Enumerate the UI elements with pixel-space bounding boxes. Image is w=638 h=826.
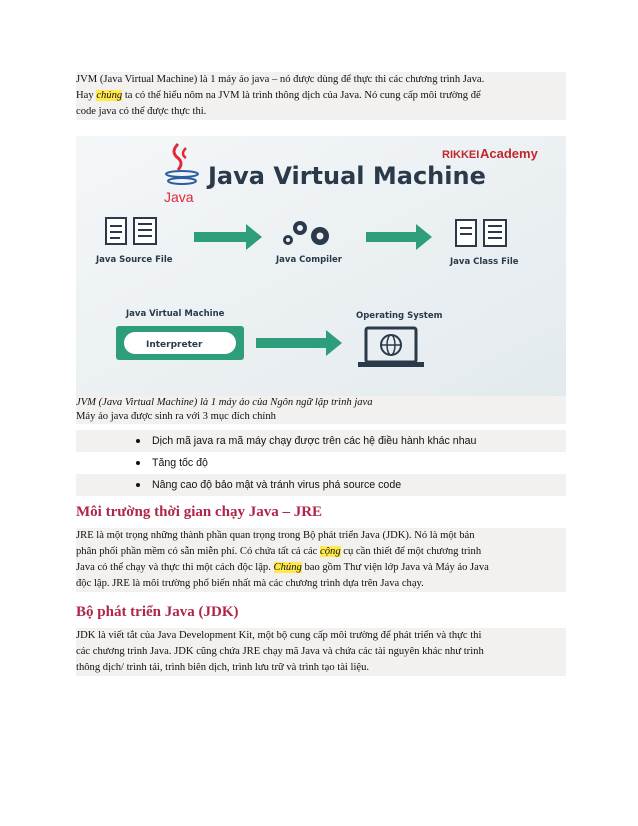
- intro-line-1: JVM (Java Virtual Machine) là 1 máy ảo java – nó được dùng để thực thi các chương trình Java.: [76, 74, 485, 85]
- bullet-icon: [136, 461, 140, 465]
- caption-block: [76, 396, 566, 424]
- jvm-diagram-svg: [76, 136, 566, 396]
- intro-line-3: code java có thể được thực thi.: [76, 106, 207, 117]
- brand-prefix: RIKKEI: [442, 149, 480, 161]
- jdk-line-2: các chương trình Java. JDK cũng chứa JRE chạy mã Java và chứa các tài nguyên khác như trình: [76, 646, 484, 657]
- jre-line-1: JRE là một trọng những thành phần quan trọng trong Bộ phát triển Java (JDK). Nó là một bản: [76, 530, 475, 541]
- intro-paragraph: [76, 72, 566, 120]
- intro-line-2-pre: Hay: [76, 90, 97, 101]
- list-item: Nâng cao độ bảo mật và tránh virus phá source code: [76, 474, 566, 496]
- bullet-icon: [136, 483, 140, 487]
- jre-line-3: Java có thể chạy và thực thi một cách độc lập. Chúng bao gồm Thư viện lớp Java và Máy ảo Java: [76, 562, 489, 573]
- jvm-diagram: [76, 136, 566, 396]
- java-logo-text: Java: [164, 189, 194, 205]
- jdk-line-3: thông dịch/ trình tải, trình biên dịch, trình lưu trữ và trình tạo tài liệu.: [76, 662, 370, 673]
- jre-paragraph: [76, 528, 566, 592]
- compiler-label: Java Compiler: [276, 255, 342, 265]
- list-item: Dịch mã java ra mã máy chạy được trên các hệ điều hành khác nhau: [76, 430, 566, 452]
- figure-caption: JVM (Java Virtual Machine) là 1 máy ảo của Ngôn ngữ lập trình java: [76, 397, 373, 408]
- interpreter-label: Interpreter: [146, 340, 203, 350]
- jre-line-4: độc lập. JRE là môi trường phổ biến nhất mà các chương trình dựa trên Java chạy.: [76, 578, 424, 589]
- jdk-paragraph: [76, 628, 566, 676]
- brand-logo: [442, 146, 539, 161]
- jdk-line-1: JDK là viết tắt của Java Development Kit, một bộ cung cấp môi trường để phát triển và thực thi: [76, 630, 482, 641]
- jre-heading: Môi trường thời gian chạy Java – JRE: [76, 504, 323, 520]
- jvm-label: Java Virtual Machine: [126, 309, 225, 319]
- intro-line-2-post: ta có thể hiểu nôm na JVM là trình thông dịch của Java. Nó cung cấp môi trường để: [122, 90, 481, 101]
- os-label: Operating System: [356, 311, 443, 321]
- diagram-title: Java Virtual Machine: [208, 162, 486, 190]
- brand-name: Academy: [480, 146, 538, 161]
- purpose-list: [76, 430, 566, 496]
- source-file-label: Java Source File: [96, 255, 173, 265]
- bullet-icon: [136, 439, 140, 443]
- intro-line-2: [76, 88, 566, 104]
- jdk-heading: Bộ phát triển Java (JDK): [76, 604, 239, 620]
- jre-line-2: phân phối phần mềm có sẵn miễn phí. Có chứa tất cả các cộng cụ cần thiết để một chương trình: [76, 546, 482, 557]
- highlighted-word: cộng: [320, 546, 341, 557]
- highlighted-word: chúng: [96, 90, 123, 101]
- document-page: [76, 72, 566, 676]
- list-item: Tăng tốc độ: [76, 452, 566, 474]
- class-file-label: Java Class File: [450, 257, 519, 267]
- figure-subcaption: Máy ảo java được sinh ra với 3 mục đích chính: [76, 411, 276, 422]
- highlighted-word: Chúng: [273, 562, 302, 573]
